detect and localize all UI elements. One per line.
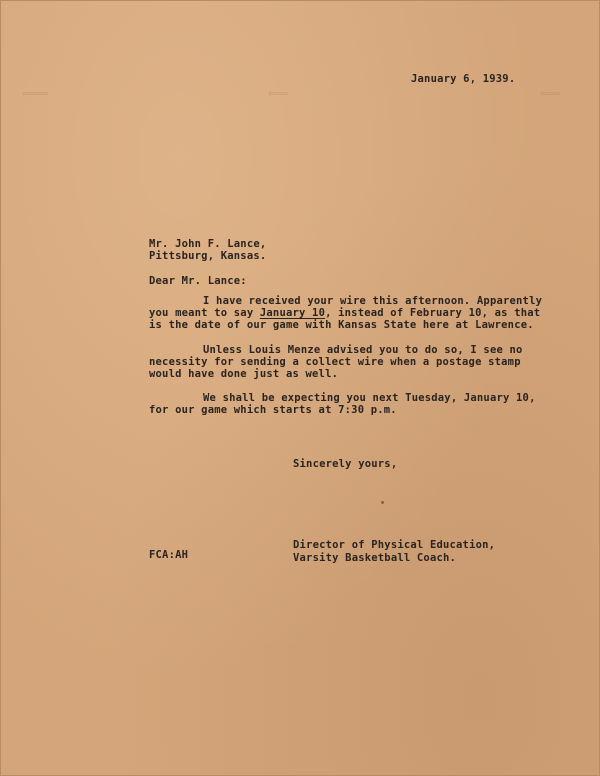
signature-title2: Varsity Basketball Coach. xyxy=(293,552,457,564)
closing: Sincerely yours, xyxy=(293,458,398,470)
typist-initials: FCA:AH xyxy=(149,549,189,561)
paragraph1-line2-before: you meant to say xyxy=(149,307,260,319)
underlined-date: January 10 xyxy=(259,307,326,319)
bleed-through-mark: ▭▭▭ xyxy=(269,89,289,99)
ink-speck xyxy=(381,501,384,504)
letter-date: January 6, 1939. xyxy=(411,73,516,85)
bleed-through-mark: ▭▭▭▭ xyxy=(23,89,49,99)
paragraph3-line2: for our game which starts at 7:30 p.m. xyxy=(149,404,397,416)
paragraph1-line1: I have received your wire this afternoon. Apparently xyxy=(203,295,543,307)
bleed-through-mark: ▭▭▭ xyxy=(541,89,561,99)
paragraph1-line2-after: , instead of February 10, as that xyxy=(325,307,541,319)
recipient-location: Pittsburg, Kansas. xyxy=(149,250,267,262)
salutation: Dear Mr. Lance: xyxy=(149,275,247,287)
signature-title1: Director of Physical Education, xyxy=(293,539,496,551)
paragraph2-line2: necessity for sending a collect wire when a postage stamp xyxy=(149,356,521,368)
paragraph2-line1: Unless Louis Menze advised you to do so, I see no xyxy=(203,344,523,356)
recipient-name: Mr. John F. Lance, xyxy=(149,238,267,250)
paragraph3-line1: We shall be expecting you next Tuesday, January 10, xyxy=(203,392,536,404)
paragraph1-line3: is the date of our game with Kansas State here at Lawrence. xyxy=(149,319,534,331)
paragraph2-line3: would have done just as well. xyxy=(149,368,339,380)
